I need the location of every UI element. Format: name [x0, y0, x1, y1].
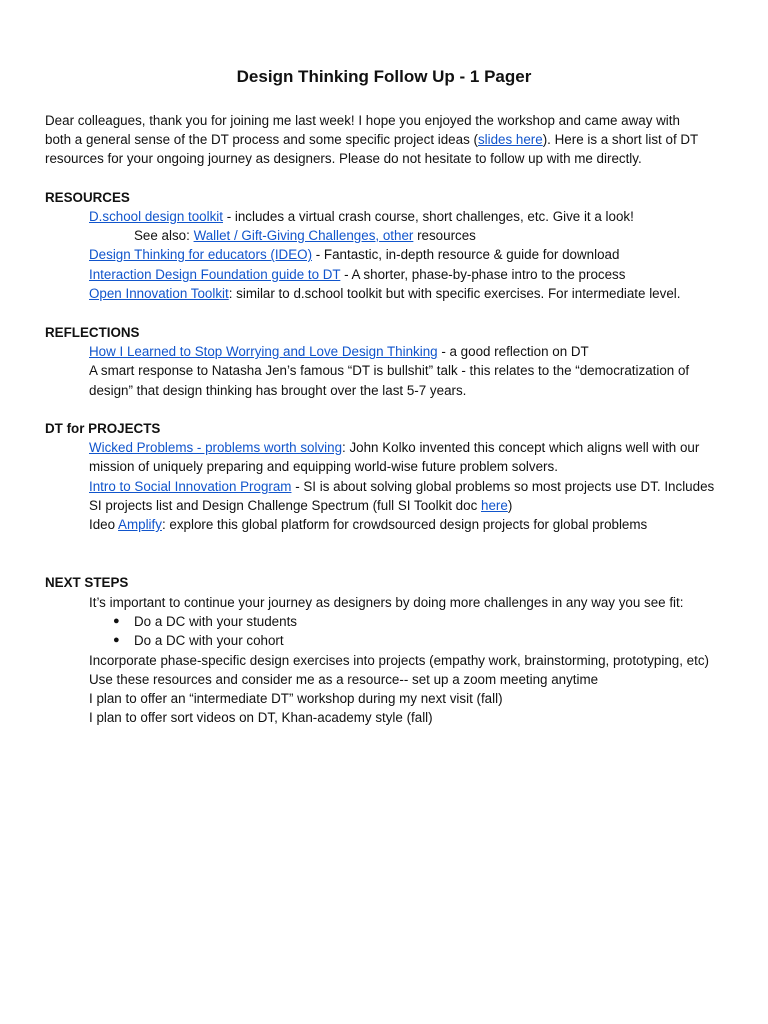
document-title: Design Thinking Follow Up - 1 Pager — [236, 67, 532, 86]
see-also-text: resources — [413, 228, 476, 243]
project-text: - SI is about solving global problems so most projects use DT. Includes — [291, 479, 715, 494]
next-step-line: I plan to offer an “intermediate DT” workshop during my next visit (fall) — [89, 691, 503, 706]
reflection-text-line-1: A smart response to Natasha Jen’s famous “DT is bullshit” talk - this relates to the “democratization of — [89, 363, 690, 378]
reflections-heading: REFLECTIONS — [45, 325, 140, 340]
resource-text: - A shorter, phase-by-phase intro to the process — [340, 267, 626, 282]
idf-guide-link[interactable]: Interaction Design Foundation guide to DT — [89, 267, 341, 282]
amplify-link[interactable]: Amplify — [118, 517, 162, 532]
see-also-line — [134, 226, 476, 245]
stop-worrying-link[interactable]: How I Learned to Stop Worrying and Love Design Thinking — [89, 344, 438, 359]
si-toolkit-here-link[interactable]: here — [481, 498, 508, 513]
resource-item — [89, 207, 634, 226]
intro-text: both a general sense of the DT process and some specific project ideas ( — [45, 132, 478, 147]
wallet-challenges-link[interactable]: Wallet / Gift-Giving Challenges, other — [193, 228, 414, 243]
open-innovation-toolkit-link[interactable]: Open Innovation Toolkit — [89, 286, 229, 301]
reflection-text-line-2: design” that design thinking has brought over the last 5-7 years. — [89, 383, 467, 398]
next-steps-intro: It’s important to continue your journey as designers by doing more challenges in any way you see fit: — [89, 595, 684, 610]
next-step-line: I plan to offer sort videos on DT, Khan-academy style (fall) — [89, 710, 433, 725]
resource-text: - Fantastic, in-depth resource & guide for download — [312, 247, 620, 262]
project-text-line: mission of uniquely preparing and equipping world-wise future problem solvers. — [89, 459, 558, 474]
project-item — [89, 477, 714, 496]
dschool-toolkit-link[interactable]: D.school design toolkit — [89, 209, 223, 224]
reflection-item — [89, 342, 589, 361]
bullet-item: Do a DC with your cohort — [134, 633, 284, 648]
next-steps-heading: NEXT STEPS — [45, 575, 129, 590]
bullet-dot: ● — [113, 615, 120, 627]
ideo-educators-link[interactable]: Design Thinking for educators (IDEO) — [89, 247, 313, 262]
reflection-text: - a good reflection on DT — [437, 344, 589, 359]
intro-text: ). Here is a short list of DT — [542, 132, 699, 147]
project-text: : explore this global platform for crowdsourced design projects for global problems — [161, 517, 648, 532]
see-also-label: See also: — [134, 228, 194, 243]
resource-item — [89, 265, 625, 284]
slides-link[interactable]: slides here — [477, 132, 543, 147]
resources-heading: RESOURCES — [45, 190, 130, 205]
intro-line-3: resources for your ongoing journey as designers. Please do not hesitate to follow up with me directly. — [45, 151, 642, 166]
project-text: Ideo — [89, 517, 119, 532]
project-text: : John Kolko invented this concept which aligns well with our — [342, 440, 700, 455]
social-innovation-link[interactable]: Intro to Social Innovation Program — [89, 479, 292, 494]
wicked-problems-link[interactable]: Wicked Problems - problems worth solving — [89, 440, 343, 455]
resource-item — [89, 245, 619, 264]
resource-text: : similar to d.school toolkit but with specific exercises. For intermediate level. — [228, 286, 681, 301]
project-item — [89, 515, 647, 534]
project-text-line — [89, 496, 512, 515]
projects-heading: DT for PROJECTS — [45, 421, 161, 436]
bullet-item: Do a DC with your students — [134, 614, 297, 629]
resource-item — [89, 284, 680, 303]
project-item — [89, 438, 699, 457]
project-text: SI projects list and Design Challenge Spectrum (full SI Toolkit doc — [89, 498, 481, 513]
intro-line-1: Dear colleagues, thank you for joining me last week! I hope you enjoyed the workshop and came away with — [45, 113, 680, 128]
project-text: ) — [507, 498, 513, 513]
next-step-line: Incorporate phase-specific design exercises into projects (empathy work, brainstorming, prototyping, etc) — [89, 653, 709, 668]
next-step-line: Use these resources and consider me as a resource-- set up a zoom meeting anytime — [89, 672, 599, 687]
resource-text: - includes a virtual crash course, short challenges, etc. Give it a look! — [222, 209, 634, 224]
bullet-dot: ● — [113, 634, 120, 646]
intro-line-2 — [45, 130, 698, 149]
